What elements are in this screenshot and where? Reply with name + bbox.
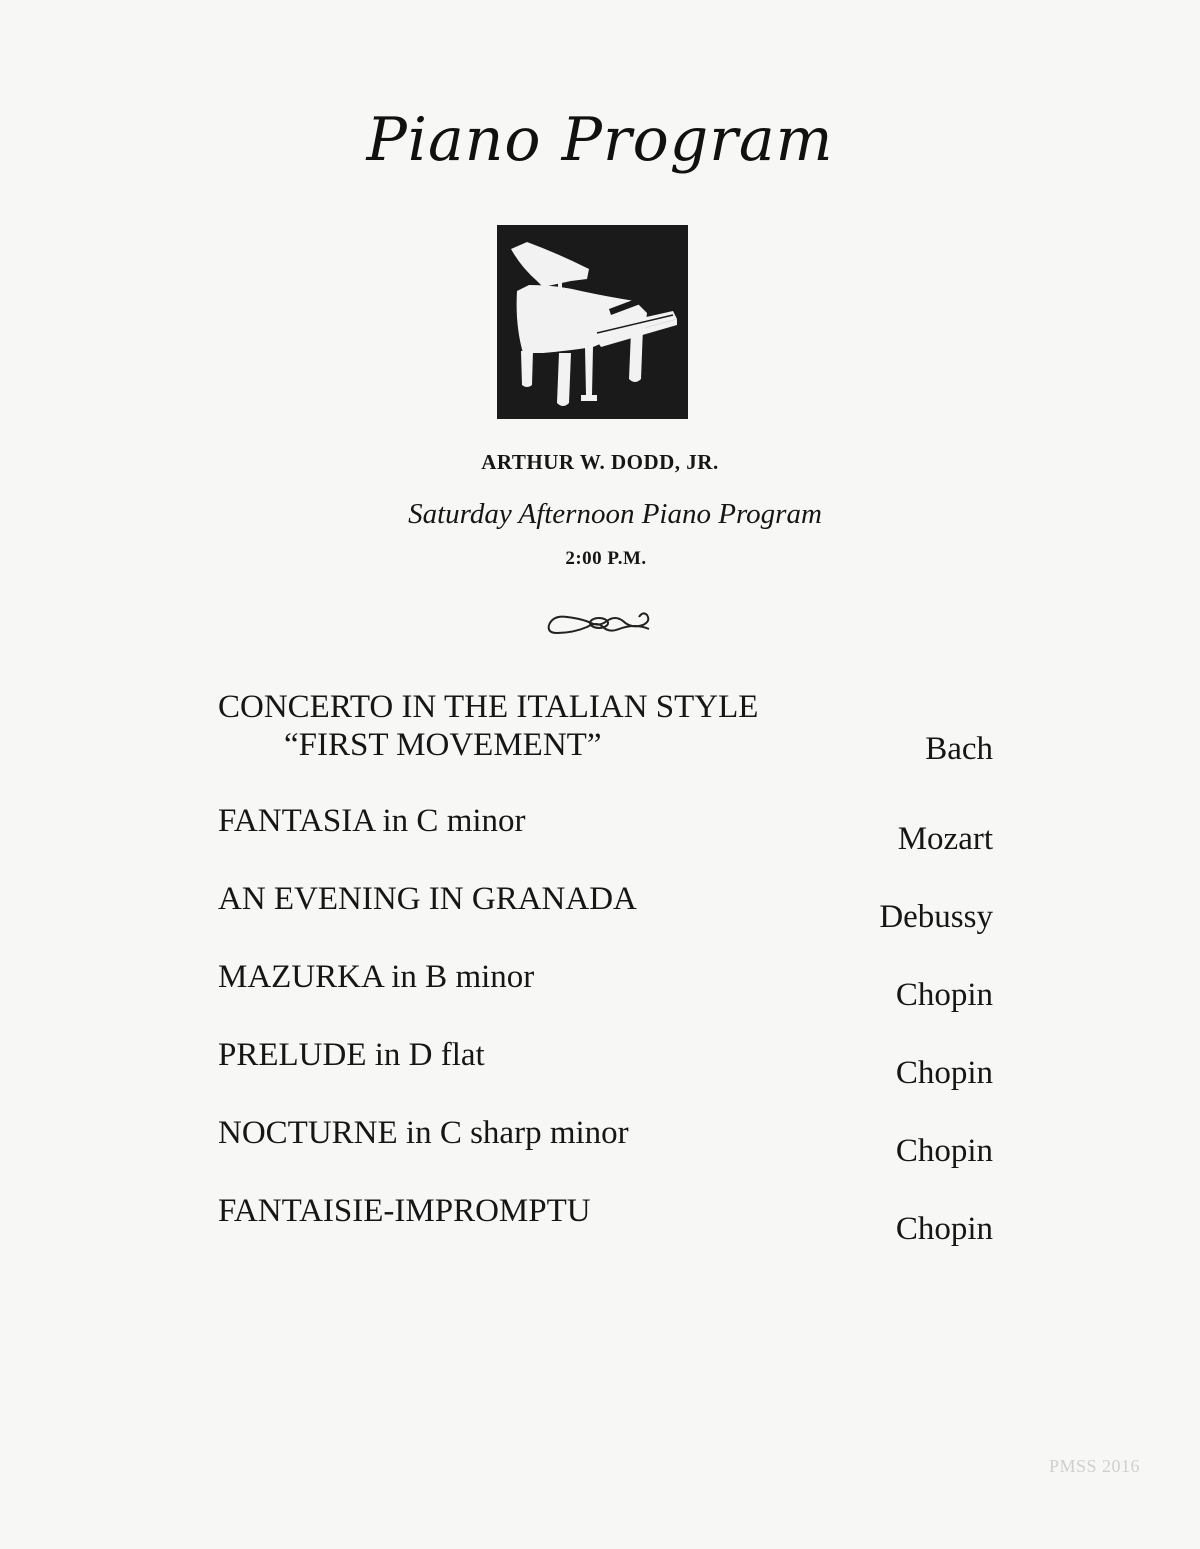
composer-name: Debussy xyxy=(879,899,993,935)
composer-name: Bach xyxy=(925,731,993,767)
composer-name: Chopin xyxy=(895,1211,993,1247)
performer-name: ARTHUR W. DODD, JR. xyxy=(481,450,719,474)
piece-title: FANTAISIE-IMPROMPTU xyxy=(218,1193,591,1229)
program-item xyxy=(218,958,993,1036)
program-item xyxy=(218,1036,993,1114)
watermark: PMSS 2016 xyxy=(1048,1456,1140,1476)
piece-title: PRELUDE in D flat xyxy=(218,1037,485,1073)
program-item xyxy=(218,1114,993,1192)
piece-title: CONCERTO IN THE ITALIAN STYLE xyxy=(218,689,759,725)
composer-name: Chopin xyxy=(895,1133,993,1169)
program-item xyxy=(218,1192,993,1270)
program-item xyxy=(218,688,993,802)
composer-name: Chopin xyxy=(895,1055,993,1091)
piece-title: NOCTURNE in C sharp minor xyxy=(218,1115,629,1151)
piece-title: MAZURKA in B minor xyxy=(218,959,535,995)
piece-title: FANTASIA in C minor xyxy=(218,803,526,839)
program-subtitle: Saturday Afternoon Piano Program xyxy=(408,498,822,530)
program-list xyxy=(218,688,993,1270)
composer-name: Chopin xyxy=(895,977,993,1013)
grand-piano-graphic xyxy=(497,225,688,419)
piece-subtitle: “FIRST MOVEMENT” xyxy=(284,727,602,763)
program-time: 2:00 P.M. xyxy=(565,548,647,569)
page-title: Piano Program xyxy=(366,105,834,175)
program-item xyxy=(218,802,993,880)
grand-piano-icon xyxy=(497,225,688,419)
composer-name: Mozart xyxy=(897,821,993,857)
scroll-flourish-icon xyxy=(543,605,655,644)
piece-title: AN EVENING IN GRANADA xyxy=(218,881,637,917)
program-item xyxy=(218,880,993,958)
